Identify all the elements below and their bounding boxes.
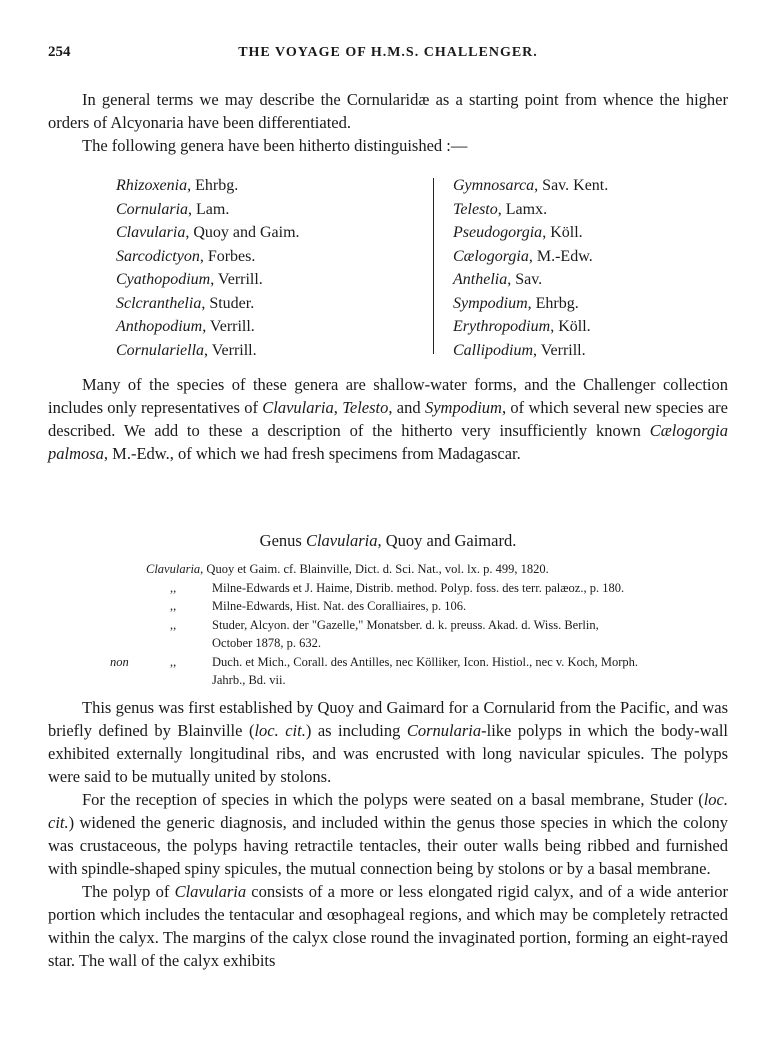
- citation-abbrev: loc. cit.: [254, 721, 306, 740]
- text-run: For the reception of species in which the polyps were seated on a basal membrane, Studer (: [82, 790, 704, 809]
- reference-entry: [48, 560, 728, 579]
- genus-author: , Forbes.: [199, 247, 256, 265]
- text-run: , Quoy et Gaim. cf. Blainville, Dict. d. Sci. Nat., vol. lx. p. 499, 1820.: [200, 562, 549, 576]
- text-run: ,: [333, 398, 343, 417]
- genus-entry: [116, 198, 396, 222]
- reference-entry: [48, 616, 728, 653]
- ditto-mark: ,,: [170, 654, 177, 669]
- text-run: ) as including: [305, 721, 407, 740]
- genus-name: Clavularia: [116, 224, 186, 241]
- genus-entry: [453, 221, 723, 245]
- genus-name: Telesto: [453, 200, 498, 218]
- running-head: [48, 44, 728, 66]
- text-run: , of which several new species are described. We add to these a description of the hitherto very insufficiently known: [48, 398, 728, 440]
- genus-name: Cornularia: [406, 721, 482, 740]
- genus-entry: [453, 339, 723, 363]
- genus-entry: [116, 221, 396, 245]
- text-run: , and: [388, 398, 425, 417]
- genus-entry: [116, 268, 396, 292]
- ditto-mark: ,,: [170, 599, 177, 613]
- genus-entry: [453, 245, 723, 269]
- genus-author: , M.-Edw.: [528, 247, 593, 265]
- genera-column-right: [453, 174, 723, 362]
- reference-prefix: non: [110, 654, 129, 669]
- genus-name: Callipodium: [453, 341, 534, 359]
- genus-entry: [116, 315, 396, 339]
- genus-name: Telesto: [342, 398, 389, 417]
- genus-entry: [453, 198, 723, 222]
- text-run: -like polyps in which the body-wall exhibited externally longitudinal ribs, and was encrusted with long navicular spicules. The polyps were said to be mutually united by stolons.: [48, 721, 728, 786]
- genus-name: Rhizoxenia: [116, 177, 188, 194]
- genus-entry: [453, 268, 723, 292]
- genus-entry: [453, 292, 723, 316]
- text-run: Many of the species of these genera are shallow-water forms, and the Challenger collection includes only representatives of: [48, 375, 728, 417]
- citation-abbrev: loc. cit.: [48, 790, 728, 832]
- genus-name: Clavularia: [262, 398, 334, 417]
- genus-entry: [116, 292, 396, 316]
- reference-entry: [48, 653, 728, 690]
- text-run: , M.-Edw., of which we had fresh specimens from Madagascar.: [103, 444, 521, 463]
- genus-author: , Köll.: [550, 318, 591, 335]
- body-text: [48, 696, 728, 972]
- genus-name: Pseudogorgia: [453, 224, 543, 241]
- paragraph-polyp: [48, 880, 728, 972]
- genus-author: , Studer.: [201, 294, 255, 312]
- reference-entry: [48, 579, 728, 598]
- genera-lead-text: The following genera have been hitherto distinguished :—: [82, 136, 468, 155]
- reference-text: Milne-Edwards, Hist. Nat. des Coralliaires, p. 106.: [212, 599, 467, 613]
- genus-name: Erythropodium: [453, 318, 551, 335]
- species-name: Cælogorgia palmosa: [48, 421, 728, 463]
- genus-name: Clavularia: [146, 562, 201, 576]
- text-run: consists of a more or less elongated rigid calyx, and of a wide anterior portion which includes the tentacular and œsophageal regions, and which may be completely retracted within the calyx. The margins of the calyx close round the invaginated portion, forming an eight-rayed star. The wall of the calyx exhibits: [48, 882, 728, 970]
- genus-author: , Lamx.: [497, 200, 548, 218]
- page-number: 254: [48, 44, 71, 60]
- genus-entry: [453, 315, 723, 339]
- genus-name: Cornularia: [116, 200, 189, 218]
- genus-author: , Ehrbg.: [187, 177, 239, 194]
- section-heading: [48, 531, 728, 551]
- genus-author: , Sav.: [507, 271, 543, 288]
- genus-author: , Köll.: [542, 224, 583, 241]
- genus-name: Sclcranthelia: [116, 294, 202, 312]
- ditto-mark: ,,: [170, 580, 177, 595]
- reference-entry: [48, 597, 728, 616]
- genus-name: Cornulariella: [116, 341, 205, 359]
- ditto-mark: ,,: [170, 617, 177, 632]
- genus-author: , Verrill.: [202, 318, 255, 335]
- text-run: The polyp of: [82, 882, 175, 901]
- genus-author: , Verrill.: [533, 341, 586, 359]
- genus-name: Sarcodictyon: [116, 247, 200, 265]
- genus-entry: [116, 339, 396, 363]
- column-divider: [433, 178, 434, 354]
- heading-text: Genus: [259, 531, 306, 550]
- genus-name: Cyathopodium: [116, 271, 211, 288]
- intro-text: In general terms we may describe the Cornularidæ as a starting point from whence the higher orders of Alcyonaria have been differentiated.: [48, 90, 728, 132]
- text-run: This genus was first established by Quoy and Gaimard for a Cornularid from the Pacific, and was briefly defined by Blainville (: [48, 698, 728, 740]
- reference-text: [212, 616, 728, 653]
- genus-author: , Verrill.: [204, 341, 257, 359]
- genus-name: Gymnosarca: [453, 177, 535, 194]
- genera-list: [48, 174, 728, 362]
- genus-author: , Lam.: [188, 200, 230, 218]
- running-title: THE VOYAGE OF H.M.S. CHALLENGER.: [238, 45, 538, 60]
- text-run: ) widened the generic diagnosis, and included within the genus those species in which the colony was crustaceous, the polyps having retractile tentacles, their outer walls being ribbed and furnished with spindle-shaped spiny spicules, the mutual connection being by stolons or by a basal membrane.: [48, 813, 728, 878]
- reference-text: [146, 560, 728, 579]
- genus-name: Sympodium: [424, 398, 502, 417]
- text-run: Jahrb., Bd. vii.: [212, 673, 286, 687]
- heading-text: , Quoy and Gaimard.: [377, 531, 517, 550]
- genus-name: Cælogorgia: [453, 247, 529, 265]
- genus-entry: [453, 174, 723, 198]
- genus-name: Clavularia: [305, 531, 378, 550]
- species-paragraph: [48, 373, 728, 465]
- paragraph-definition: [48, 696, 728, 788]
- paragraph-studer: [48, 788, 728, 880]
- genus-name: Clavularia: [174, 882, 247, 901]
- intro-paragraph: [48, 88, 728, 157]
- synonymy-references: [48, 560, 728, 690]
- species-text: [48, 373, 728, 465]
- text-run: Studer, Alcyon. der "Gazelle," Monatsber. d. k. preuss. Akad. d. Wiss. Berlin,: [212, 617, 599, 632]
- text-run: Duch. et Mich., Corall. des Antilles, nec Kölliker, Icon. Histiol., nec v. Koch, Morph.: [212, 654, 639, 669]
- text-run: October 1878, p. 632.: [212, 636, 322, 650]
- genus-author: , Ehrbg.: [527, 294, 579, 312]
- genus-author: , Verrill.: [210, 271, 263, 288]
- genus-name: Sympodium: [453, 294, 528, 312]
- reference-text: Milne-Edwards et J. Haime, Distrib. method. Polyp. foss. des terr. palæoz., p. 180.: [212, 580, 625, 595]
- genus-name: Anthelia: [453, 271, 508, 288]
- genera-column-left: [116, 174, 396, 362]
- genus-entry: [116, 245, 396, 269]
- reference-text: [212, 653, 728, 690]
- genus-author: , Quoy and Gaim.: [185, 224, 300, 241]
- genus-author: , Sav. Kent.: [534, 177, 609, 194]
- genus-name: Anthopodium: [116, 318, 203, 335]
- genus-entry: [116, 174, 396, 198]
